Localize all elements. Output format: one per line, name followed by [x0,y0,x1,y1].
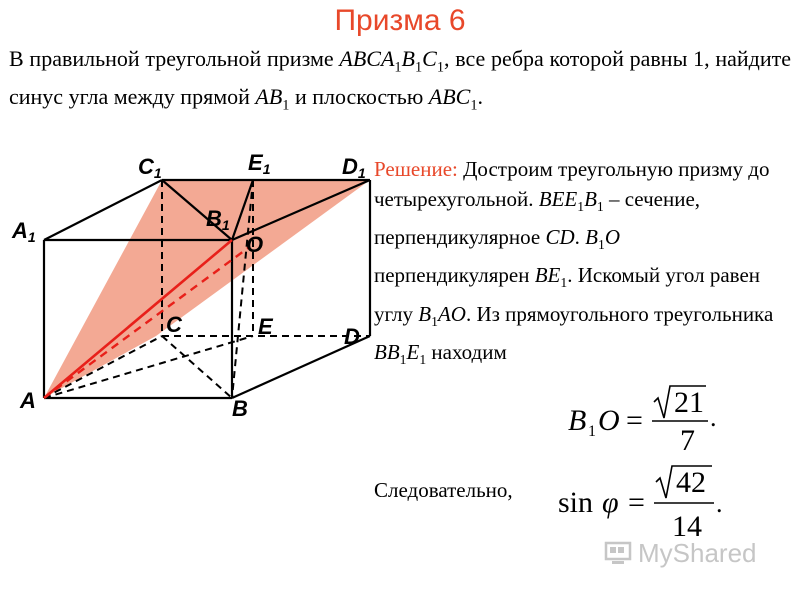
label-B1: B1 [206,206,230,233]
svg-text:=: = [628,486,645,519]
label-C1: C1 [138,154,162,181]
slide-title: Призма 6 [334,4,466,37]
watermark [604,538,757,569]
watermark-text: MyShared [638,538,757,568]
label-A1: A1 [12,218,36,245]
label-C: C [166,312,182,337]
svg-text:1: 1 [588,423,596,440]
label-D: D [344,324,360,349]
solution-text: Решение: Достроим треугольную призму до четырехугольной. $BEE_1B_1$ – сечение, перпендикулярное CD. $B_1O$ перпендикулярен $BE_1$. Искомый угол равен углу $B_1AO$. Из прямоугольного треугольника $BB_1E_1$ находим [374,157,774,367]
svg-text:sin: sin [558,486,594,519]
svg-text:.: . [716,489,723,518]
prism-figure [0,140,380,430]
svg-text:O: O [598,404,620,437]
label-A: A [20,388,36,413]
svg-text:42: 42 [676,466,706,499]
svg-text:7: 7 [680,424,695,454]
svg-text:B: B [568,404,587,437]
svg-text:.: . [710,403,717,432]
svg-text:21: 21 [674,386,704,419]
conclusion-text: Следовательно, [374,478,513,502]
label-E: E [258,314,273,339]
label-B: B [232,396,248,421]
label-E1: E1 [248,150,271,177]
label-O: O [246,232,264,257]
formula-sin-phi [556,460,731,542]
svg-text:14: 14 [672,510,702,542]
monitor-icon [604,541,634,567]
svg-text:=: = [626,404,643,437]
label-D1: D1 [342,154,366,181]
problem-statement: В правильной треугольной призме $ABCA_1B_1C_1$, все ребра которой равны 1, найдите синус угла между прямой $AB_1$ и плоскостью $ABC_1$. [9,46,792,114]
svg-text:φ: φ [602,486,619,519]
formula-b1o [566,384,726,454]
